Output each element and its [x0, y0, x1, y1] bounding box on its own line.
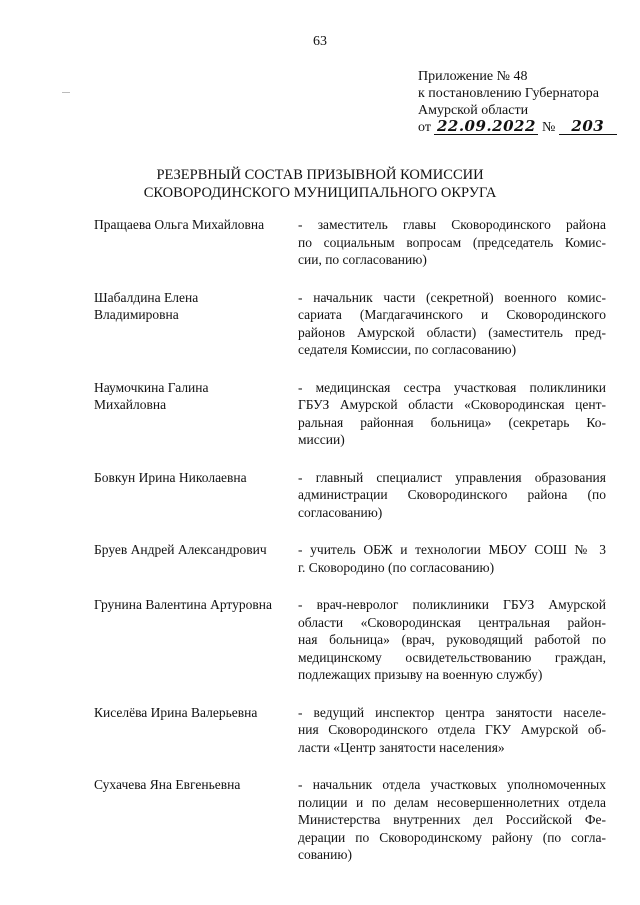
member-role — [298, 704, 606, 757]
members-list — [94, 216, 614, 884]
member-role-line: области «Сковородинская центральная район- — [298, 614, 606, 630]
member-role — [298, 596, 606, 684]
member-role-line: сии, по согласованию) — [298, 252, 427, 267]
member-role-line: ласти «Центр занятости населения» — [298, 739, 505, 755]
handwritten-date: 22.09.2022 — [434, 119, 538, 135]
appendix-date-line — [418, 119, 628, 136]
member-row — [94, 541, 614, 576]
appendix-line-1: Приложение № 48 — [418, 69, 528, 84]
member-role-line: - главный специалист управления образования — [298, 469, 606, 485]
member-role-line: медицинскому освидетельствованию граждан, — [298, 649, 606, 665]
document-title — [0, 166, 640, 202]
member-role-line: сованию) — [298, 847, 352, 862]
member-role — [298, 216, 606, 269]
member-row — [94, 379, 614, 449]
member-name — [94, 379, 298, 414]
member-role-line: - медицинская сестра участковая поликлиники — [298, 379, 606, 395]
appendix-line-3: Амурской области — [418, 103, 529, 118]
number-label: № — [541, 120, 556, 135]
member-role-line: ния Сковородинского отдела ГКУ Амурской об- — [298, 722, 606, 737]
member-name-line: Киселёва Ирина Валерьевна — [94, 704, 258, 720]
member-role-line: администрации Сковородинского района (по — [298, 487, 606, 502]
member-row — [94, 776, 614, 864]
member-role-line: Министерства внутренних дел Российской Фе- — [298, 812, 606, 827]
member-name — [94, 776, 298, 794]
member-name — [94, 289, 298, 324]
member-role-line: - ведущий инспектор центра занятости населе- — [298, 704, 606, 720]
member-role — [298, 541, 606, 576]
member-row — [94, 289, 614, 359]
margin-mark — [62, 92, 70, 93]
member-name-line: Михайловна — [94, 397, 167, 412]
member-role-line: - начальник части (секретной) военного комис- — [298, 289, 606, 305]
member-role-line: подлежащих призыву на военную службу) — [298, 667, 543, 682]
member-row — [94, 469, 614, 522]
member-name — [94, 704, 298, 722]
member-name-line: Шабалдина Елена — [94, 289, 199, 305]
member-role-line: - врач-невролог поликлиники ГБУЗ Амурской — [298, 597, 606, 612]
member-name-line: Наумочкина Галина — [94, 379, 209, 395]
member-row — [94, 596, 614, 684]
member-role — [298, 379, 606, 449]
title-line-1: РЕЗЕРВНЫЙ СОСТАВ ПРИЗЫВНОЙ КОМИССИИ — [156, 167, 484, 183]
member-name-line: Грунина Валентина Артуровна — [94, 597, 272, 612]
title-line-2: СКОВОРОДИНСКОГО МУНИЦИПАЛЬНОГО ОКРУГА — [143, 185, 497, 201]
member-role-line: районов Амурской области) (заместитель пред- — [298, 324, 606, 340]
member-name-line: Бовкун Ирина Николаевна — [94, 469, 247, 485]
member-role-line: - начальник отдела участковых уполномоченных — [298, 777, 606, 792]
member-name — [94, 216, 298, 234]
member-role-line: г. Сковородино (по согласованию) — [298, 559, 495, 575]
member-role-line: сариата (Магдагачинского и Сковородинского — [298, 307, 606, 322]
member-role-line: ГБУЗ Амурской области «Сковородинская цент- — [298, 397, 606, 412]
member-name-line: Владимировна — [94, 307, 179, 322]
member-role-line: ральная районная больница» (секретарь Ко- — [298, 414, 606, 430]
member-role-line: ная больница» (врач, руководящий работой по — [298, 632, 606, 647]
member-role-line: седателя Комиссии, по согласованию) — [298, 342, 517, 357]
member-name — [94, 541, 298, 559]
member-role-line: - учитель ОБЖ и технологии МБОУ СОШ № 3 — [298, 542, 606, 557]
member-row — [94, 216, 614, 269]
member-role-line: - заместитель главы Сковородинского района — [298, 217, 606, 232]
member-role — [298, 289, 606, 359]
member-name — [94, 596, 298, 614]
member-name — [94, 469, 298, 487]
member-role-line: по социальным вопросам (председатель Комис- — [298, 234, 606, 250]
member-role-line: полиции и по делам несовершеннолетних отдела — [298, 794, 606, 810]
from-label: от — [418, 120, 431, 135]
member-name-line: Пращаева Ольга Михайловна — [94, 217, 265, 232]
member-role-line: согласованию) — [298, 504, 383, 520]
handwritten-number: 203 — [559, 119, 617, 135]
member-name-line: Бруев Андрей Александрович — [94, 542, 267, 557]
member-name-line: Сухачева Яна Евгеньевна — [94, 777, 241, 792]
member-role-line: дерации по Сковородинскому району (по согла- — [298, 829, 606, 845]
page-number: 63 — [313, 34, 327, 49]
appendix-line-2: к постановлению Губернатора — [418, 86, 599, 101]
member-role — [298, 469, 606, 522]
member-role-line: миссии) — [298, 432, 345, 447]
member-role — [298, 776, 606, 864]
member-row — [94, 704, 614, 757]
appendix-block — [418, 68, 628, 136]
